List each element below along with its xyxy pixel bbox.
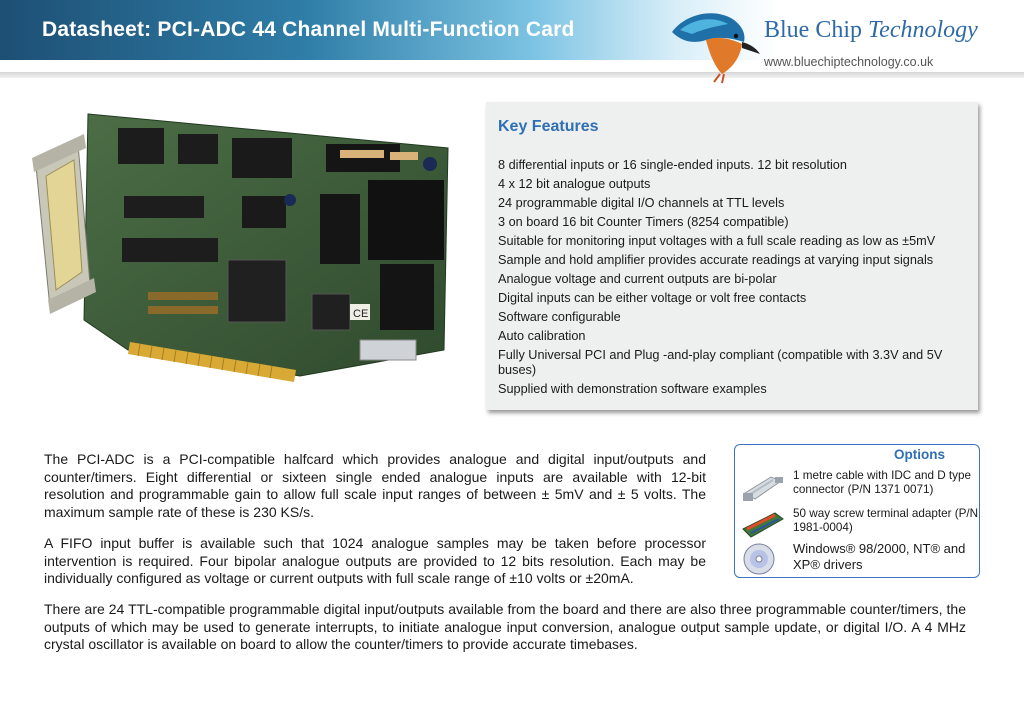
option-item-cable — [739, 469, 975, 505]
feature-item: 24 programmable digital I/O channels at TTL levels — [498, 196, 785, 210]
page-title: Datasheet: PCI-ADC 44 Channel Multi-Function Card — [42, 18, 575, 41]
feature-item: Digital inputs can be either voltage or volt free contacts — [498, 291, 807, 305]
feature-item: Supplied with demonstration software examples — [498, 382, 767, 396]
feature-item: Analogue voltage and current outputs are bi-polar — [498, 272, 777, 286]
option-text: Windows® 98/2000, NT® and XP® drivers — [793, 541, 966, 572]
key-features-list — [498, 158, 966, 397]
description-paragraph-3: There are 24 TTL-compatible programmable digital input/outputs available from the board and there are also three programmable counter/timers, the outputs of which may be used to generate interrupts, to initiate analogue input conversion, analogue output sample update, or digital I/O. A 4 MHz crystal oscillator is available on board to allow the counter/timers to provide accurate timebases. — [44, 601, 966, 652]
option-text: 1 metre cable with IDC and D type connector (P/N 1371 0071) — [793, 469, 971, 496]
svg-text:CE: CE — [353, 308, 369, 320]
description-paragraph-2: A FIFO input buffer is available such that 1024 analogue samples may be taken before processor intervention is required. Four bipolar analogue outputs are provided to 12 bits resolution. Each may be individually configured as voltage or current outputs with full scale range of ±10 volts or ±20mA. — [44, 535, 706, 586]
option-text: 50 way screw terminal adapter (P/N 1981-0004) — [793, 507, 979, 534]
key-features-title: Key Features — [498, 118, 599, 135]
cd-disc-icon — [741, 541, 785, 577]
feature-item: Auto calibration — [498, 329, 586, 343]
description-paragraph-1: The PCI-ADC is a PCI-compatible halfcard which provides analogue and digital input/outputs and counter/timers. Eight differential or sixteen single ended analogue inputs are available with 12-bit resolution and programmable gain to allow full scale input ranges of between ± 5mV and ± 5 volts. The maximum sample rate of these is 230 KS/s. — [44, 451, 706, 520]
cable-icon — [741, 469, 785, 505]
feature-item: Sample and hold amplifier provides accurate readings at varying input signals — [498, 253, 934, 267]
terminal-adapter-icon — [741, 507, 785, 543]
feature-item: Software configurable — [498, 310, 621, 324]
options-title: Options — [894, 447, 945, 462]
options-panel — [734, 444, 980, 578]
header-divider — [0, 72, 1024, 78]
website-url: www.bluechiptechnology.co.uk — [764, 55, 934, 69]
feature-item: Suitable for monitoring input voltages with a full scale reading as low as ±5mV — [498, 234, 936, 248]
feature-item: 4 x 12 bit analogue outputs — [498, 177, 651, 191]
feature-item: 8 differential inputs or 16 single-ended inputs. 12 bit resolution — [498, 158, 847, 172]
brand-name: Blue Chip Technology — [764, 17, 978, 43]
pci-adc-board-image — [28, 104, 460, 400]
feature-item: 3 on board 16 bit Counter Timers (8254 compatible) — [498, 215, 789, 229]
option-item-drivers — [739, 541, 975, 575]
option-item-terminal-adapter — [739, 507, 979, 541]
key-features-panel — [486, 102, 978, 410]
kingfisher-logo-icon — [662, 2, 762, 84]
feature-item: Fully Universal PCI and Plug -and-play compliant (compatible with 3.3V and 5V buses) — [498, 348, 943, 377]
